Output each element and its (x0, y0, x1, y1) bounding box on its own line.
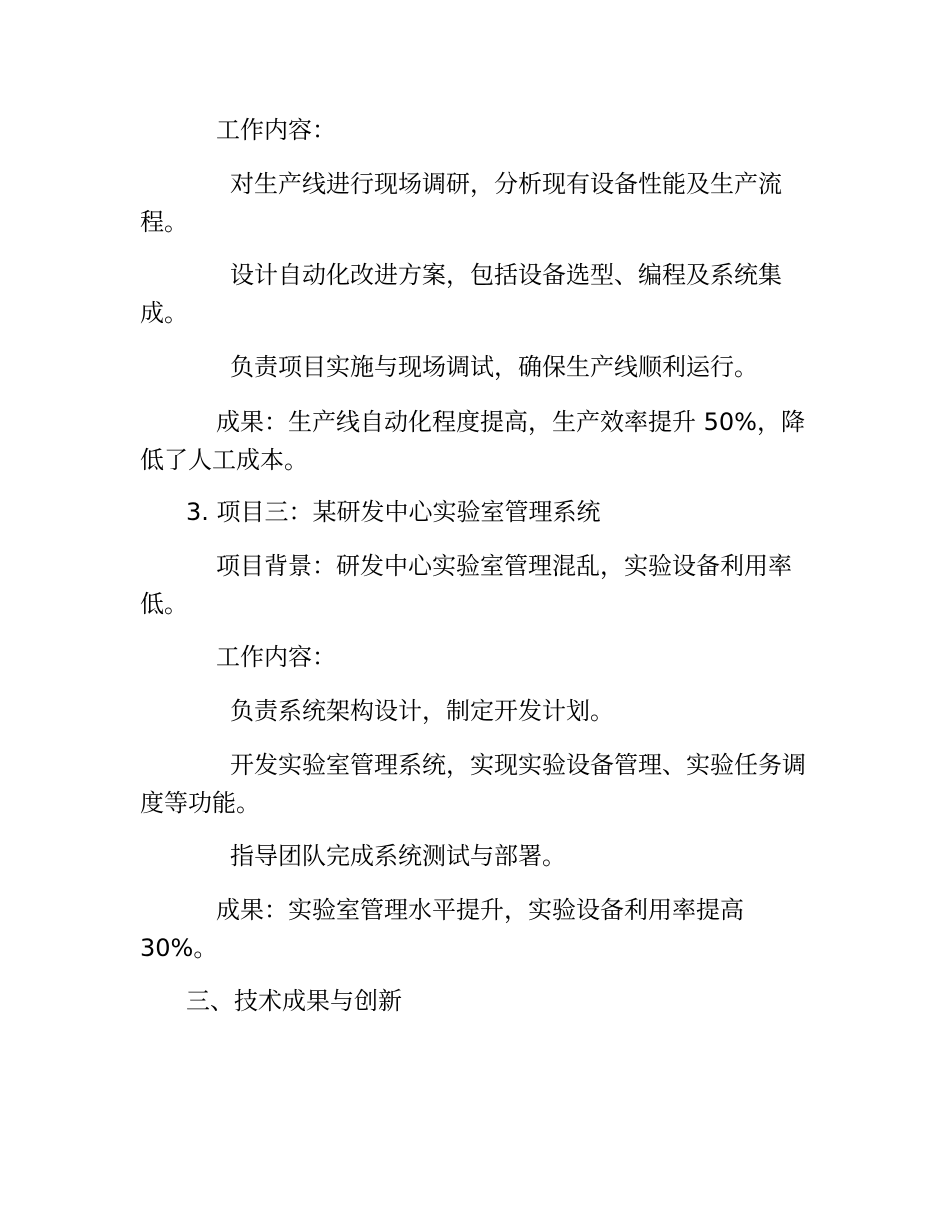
work-content-label-1: 工作内容： (216, 116, 336, 144)
work-item-development: 开发实验室管理系统，实现实验设备管理、实验任务调度等功能。 (140, 751, 806, 817)
result-paragraph-1: 成果：生产线自动化程度提高，生产效率提升 50%，降低了人工成本。 (140, 408, 805, 474)
work-item-research: 对生产线进行现场调研，分析现有设备性能及生产流程。 (140, 170, 782, 236)
work-content-label-2: 工作内容： (216, 643, 336, 671)
work-item-architecture: 负责系统架构设计，制定开发计划。 (230, 697, 614, 725)
work-item-testing: 指导团队完成系统测试与部署。 (230, 842, 566, 870)
project-background: 项目背景：研发中心实验室管理混乱，实验设备利用率低。 (140, 552, 792, 618)
work-item-implementation: 负责项目实施与现场调试，确保生产线顺利运行。 (230, 353, 758, 381)
project-three-heading: 3. 项目三：某研发中心实验室管理系统 (186, 498, 601, 526)
work-item-design: 设计自动化改进方案，包括设备选型、编程及系统集成。 (140, 261, 782, 327)
section-three-heading: 三、技术成果与创新 (186, 987, 402, 1015)
result-paragraph-2: 成果：实验室管理水平提升，实验设备利用率提高 30%。 (140, 896, 744, 962)
